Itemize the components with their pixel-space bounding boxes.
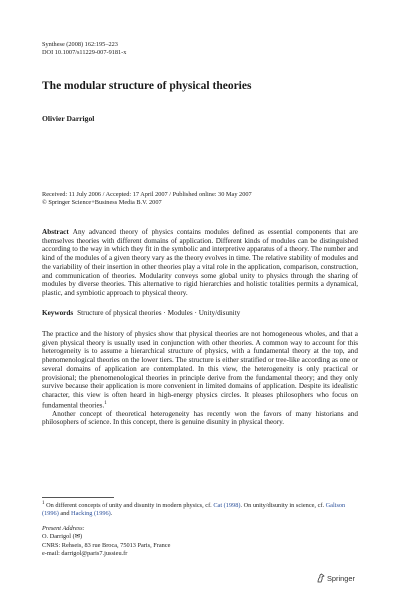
history-dates: Received: 11 July 2006 / Accepted: 17 April 2007 / Published online: 30 May 2007 — [42, 191, 252, 198]
springer-horse-icon — [316, 573, 325, 583]
footnote-ref[interactable]: 1 — [104, 400, 107, 406]
copyright-line: © Springer Science+Business Media B.V. 2007 — [42, 199, 162, 207]
article-title: The modular structure of physical theories — [42, 80, 252, 92]
footnote: $^1$ On different concepts of unity and disunity in modern physics, cf. Cat (1998). On unity/disunity in science, cf. Galison (1996) and Hacking (1996). — [42, 501, 346, 518]
abstract — [42, 228, 358, 298]
body-paragraph-2: Another concept of theoretical heterogeneity has recently won the favors of many historians and philosophers of science. In this concept, there is genuine disunity in physical theory. — [42, 409, 358, 427]
citation-link-hacking[interactable]: Hacking (1996) — [71, 510, 111, 518]
author-name: Olivier Darrigol — [42, 114, 95, 123]
address-label: Present Address: — [42, 525, 85, 532]
doi-link[interactable]: DOI 10.1007/s11229-007-9181-x — [42, 49, 127, 56]
body-paragraph-1: The practice and the history of physics show that physical theories are not homogeneous wholes, and that a given physical theory is usually used in conjunction with other theories. A common way to account for this heterogeneity is to assume a hierarchical structure of physics, with a fundamental theory at the top, and phenomenological theories on the lower tiers. The structure is either stratified or tree-like according as one or several domains of application are contemplated. In this view, the heterogeneity is only practical or provisional; the phenomenological theories in principle derive from the fundamental theory; and they only survive because their application is more convenient in limited domains of application. Despite its idealistic character, this view is often heard in high-energy physics circles. It pleases philosophers who focus on fundamental theories.$^1$ — [42, 330, 358, 410]
keywords — [42, 309, 358, 318]
footnote-divider — [42, 497, 114, 498]
springer-logo — [316, 573, 355, 583]
footnote-mark: 1 — [42, 501, 45, 506]
publication-history — [42, 191, 362, 208]
address-institution: CNRS: Rehseis, 83 rue Broca, 75013 Paris, France — [42, 541, 171, 549]
keywords-label: Keywords — [42, 309, 74, 317]
journal-header — [42, 41, 126, 57]
abstract-label: Abstract — [42, 228, 69, 236]
author-address — [42, 525, 170, 558]
citation-link-cat[interactable]: Cat (1998) — [213, 502, 241, 510]
body-text — [42, 330, 358, 427]
journal-citation: Synthese (2008) 162:195–223 — [42, 41, 118, 48]
address-email[interactable]: e-mail: darrigol@paris7.jussieu.fr — [42, 549, 128, 557]
abstract-text: Any advanced theory of physics contains modules defined as essential components that are themselves theories with different domains of application. Different kinds of modules can be distinguished according to the way in which they fit in the symbolic and interpretive apparatus of a theory. The number and kind of the modules of a given theory vary as the theory evolves in time. The relative stability of modules and the variability of their insertion in other theories play a vital role in the application, comparison, construction, and communication of theories. Modularity conveys some global unity to physics through the sharing of modules by diverse theories. This alternative to rigid hierarchies and holistic totalities permits a dynamical, plastic, and symbiotic approach to physical theory. — [42, 228, 358, 297]
springer-wordmark: Springer — [327, 573, 355, 583]
citation-link-galison[interactable]: Galison (1996) — [42, 502, 346, 518]
keywords-text: Structure of physical theories · Modules · Unity/disunity — [77, 309, 241, 317]
address-name: O. Darrigol (✉) — [42, 533, 83, 541]
